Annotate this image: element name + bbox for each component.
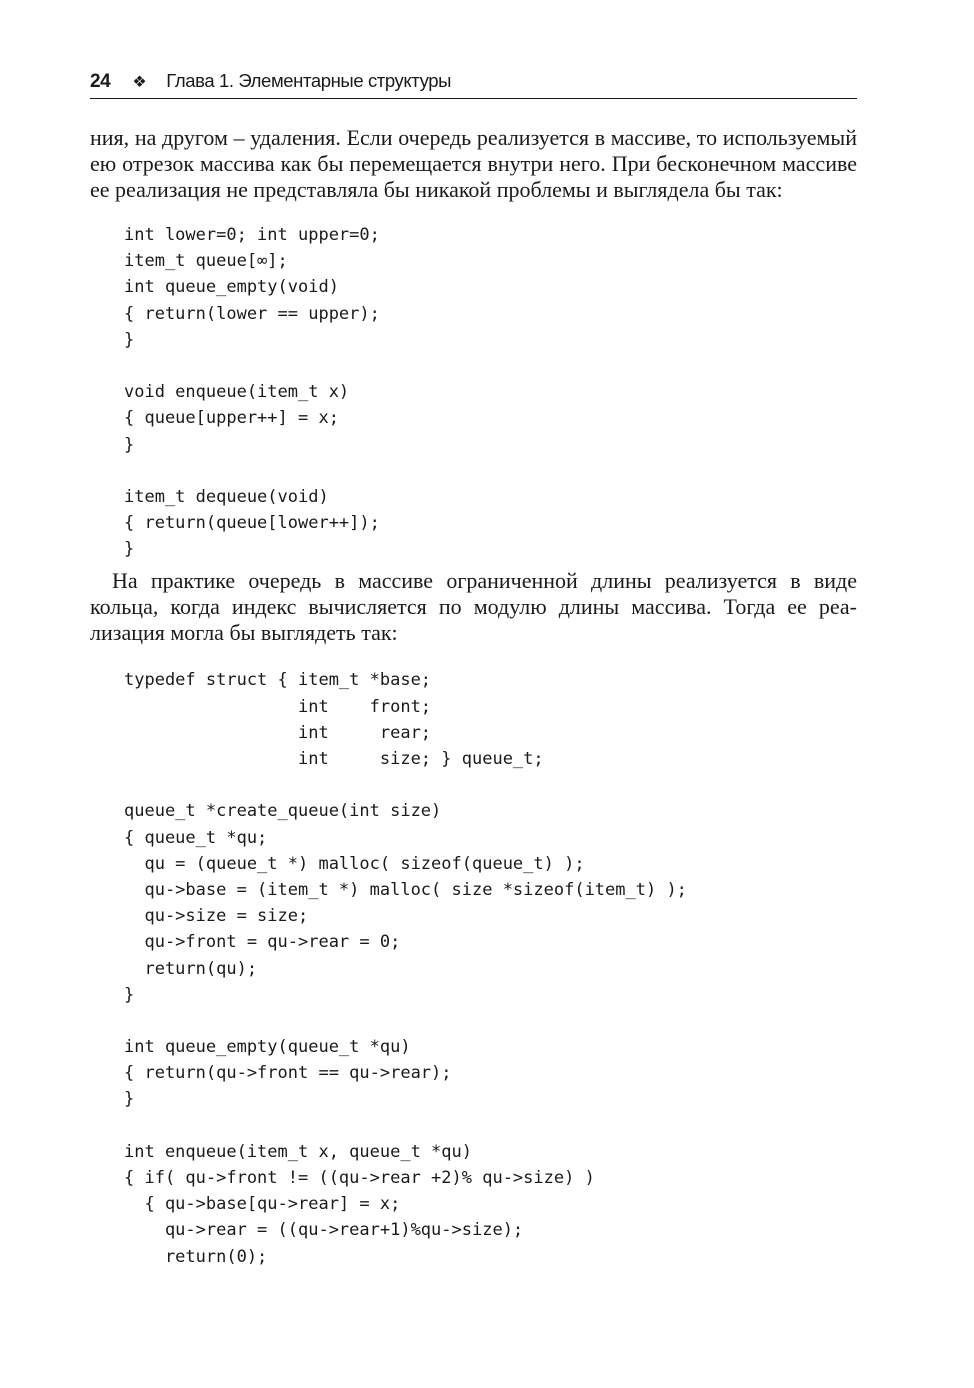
code-line: { if( qu->front != ((qu->rear +2)% qu->size) ) — [124, 1168, 595, 1188]
code-line: item_t queue[∞]; — [124, 251, 288, 272]
code-line: int front; — [124, 696, 432, 717]
code-line: queue_t *create_queue(int size) — [124, 801, 442, 822]
paragraph-1: ния, на другом – удаления. Если очередь реализуется в массиве, то используемый ею отрезок массива как бы перемещается внутри него. При бесконечном массиве ее реализация не представляла бы никакой проблемы и выглядела бы так: — [90, 125, 857, 202]
code-line: void enqueue(item_t x) — [124, 382, 350, 403]
code-line: typedef struct { item_t *base; — [124, 670, 432, 691]
code-line — [124, 1113, 857, 1139]
code-line: qu->front = qu->rear = 0; — [124, 932, 401, 953]
code-line: qu->rear = ((qu->rear+1)%qu->size); — [124, 1220, 524, 1241]
code-line — [124, 1008, 857, 1034]
code-line: int lower=0; int upper=0; — [124, 225, 380, 245]
code-line — [124, 458, 857, 484]
code-line: return(0); — [124, 1246, 268, 1267]
code-line: int rear; — [124, 722, 432, 743]
code-line: qu->size = size; — [124, 906, 309, 927]
code-line: qu = (queue_t *) malloc( sizeof(queue_t) ); — [124, 853, 585, 874]
code-line: qu->base = (item_t *) malloc( size *sizeof(item_t) ); — [124, 879, 687, 900]
code-listing-1 — [90, 222, 857, 562]
page-number: 24 — [90, 71, 111, 92]
running-header — [90, 70, 857, 99]
code-line: } — [124, 434, 135, 455]
code-line: { return(lower == upper); — [124, 303, 380, 324]
code-line: int queue_empty(queue_t *qu) — [124, 1037, 411, 1058]
code-line: } — [124, 1089, 135, 1110]
chapter-title: Глава 1. Элементарные структуры — [166, 70, 452, 91]
book-page — [90, 70, 857, 1270]
code-listing-2 — [90, 667, 857, 1269]
code-line: } — [124, 329, 135, 350]
code-line: item_t dequeue(void) — [124, 486, 329, 507]
code-line: } — [124, 984, 135, 1005]
code-line: int queue_empty(void) — [124, 277, 339, 298]
code-line: return(qu); — [124, 958, 258, 979]
code-line: } — [124, 539, 135, 560]
code-line: { return(queue[lower++]); — [124, 513, 380, 534]
code-line — [124, 772, 857, 798]
paragraph-2: На практике очередь в массиве ограниченной длины реализуется в виде кольца, когда индекс вычисляется по модулю длины массива. Тогда ее реализация могла бы выглядеть так: — [90, 568, 857, 646]
ornament-icon: ❖ — [132, 74, 147, 91]
code-line: int enqueue(item_t x, queue_t *qu) — [124, 1141, 472, 1162]
code-line: int size; } queue_t; — [124, 749, 544, 769]
code-line: { queue_t *qu; — [124, 827, 268, 848]
code-line — [124, 353, 857, 379]
code-line: { return(qu->front == qu->rear); — [124, 1063, 452, 1084]
code-line: { qu->base[qu->rear] = x; — [124, 1194, 401, 1215]
code-line: { queue[upper++] = x; — [124, 408, 339, 429]
